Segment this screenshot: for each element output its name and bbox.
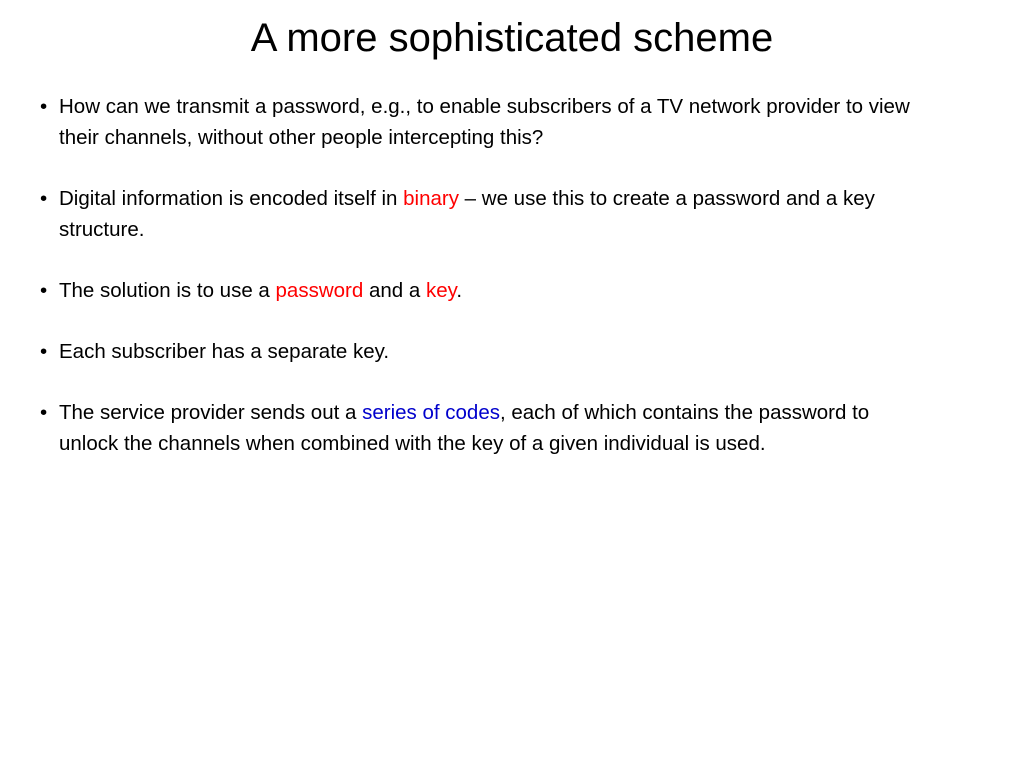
highlight-series-of-codes: series of codes xyxy=(362,401,500,424)
bullet-text: How can we transmit a password, e.g., to enable subscribers of a TV network provider to view their channels, without other people intercepting this? xyxy=(59,95,910,149)
bullet-text: The solution is to use a xyxy=(59,279,276,302)
bullet-icon: • xyxy=(40,401,48,424)
bullet-list xyxy=(40,91,920,489)
bullet-item-binary xyxy=(40,183,920,245)
bullet-icon: • xyxy=(40,340,48,363)
bullet-icon: • xyxy=(40,95,48,118)
bullet-text: – we use this to create a password and a key structure. xyxy=(59,187,875,241)
bullet-item-solution xyxy=(40,275,920,306)
bullet-item-series-of-codes xyxy=(40,397,920,459)
bullet-text: The service provider sends out a xyxy=(59,401,363,424)
bullet-icon: • xyxy=(40,279,48,302)
bullet-item-transmit-password xyxy=(40,91,920,153)
bullet-text: . xyxy=(456,279,463,302)
slide-title: A more sophisticated scheme xyxy=(250,16,774,60)
highlight-binary: binary xyxy=(403,187,459,210)
bullet-icon: • xyxy=(40,187,48,210)
bullet-text: , each of which contains the password to unlock the channels when combined with the key of a given individual is used. xyxy=(59,401,870,455)
bullet-item-separate-key xyxy=(40,336,920,367)
bullet-text: and a xyxy=(363,279,426,302)
highlight-key: key xyxy=(425,279,457,302)
bullet-text: Digital information is encoded itself in xyxy=(59,187,404,210)
highlight-password: password xyxy=(275,279,364,302)
bullet-text: Each subscriber has a separate key. xyxy=(59,340,390,363)
